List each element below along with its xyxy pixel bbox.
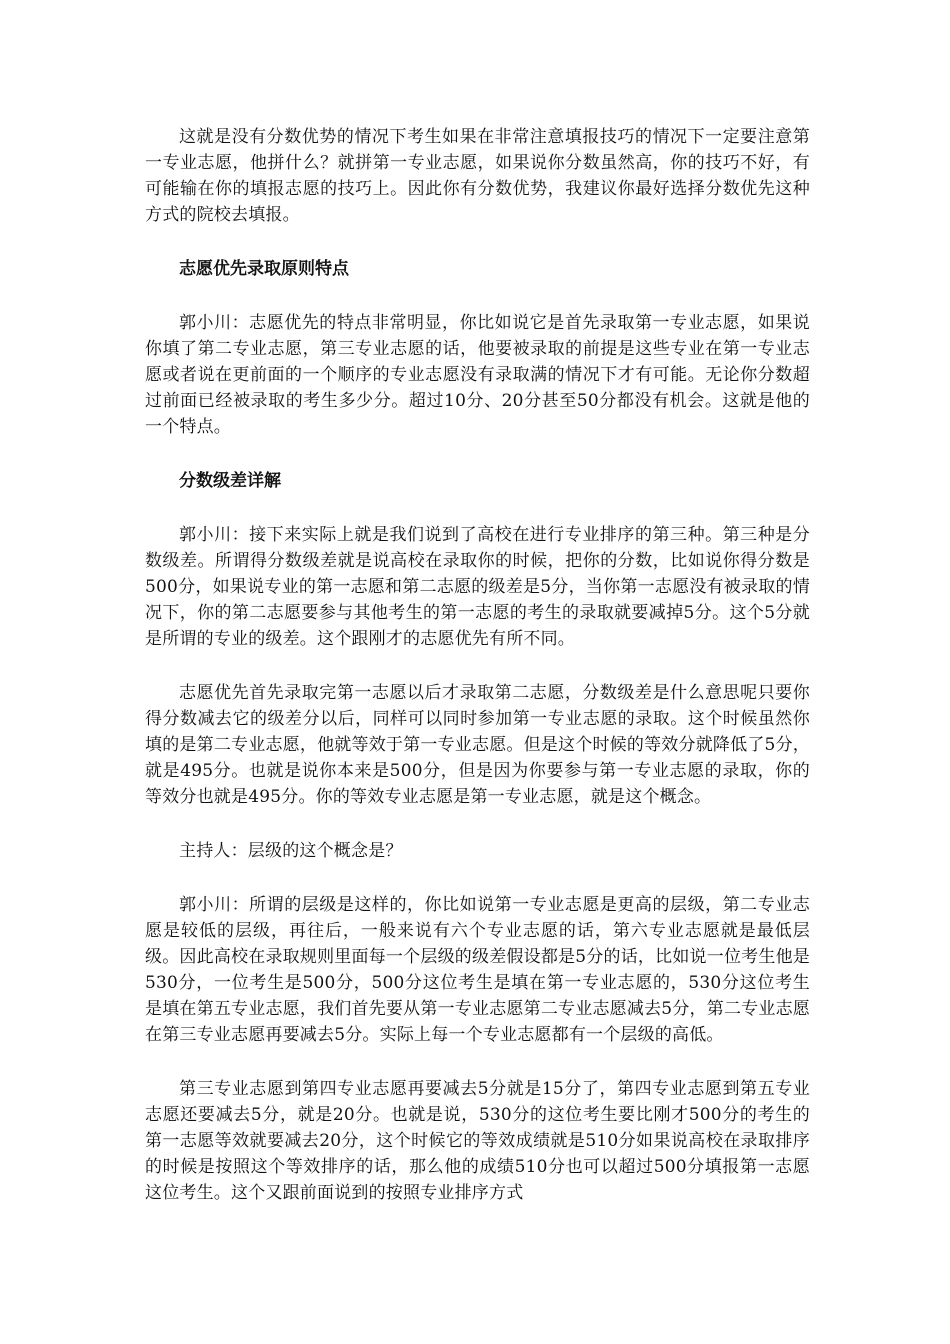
paragraph-preference-priority: 郭小川：志愿优先的特点非常明显，你比如说它是首先录取第一专业志愿，如果说你填了第二专业志愿，第三专业志愿的话，他要被录取的前提是这些专业在第一专业志愿或者说在更前面的一个顺序的专业志愿没有录取满的情况下才有可能。无论你分数超过前面已经被录取的考生多少分。超过10分、20分甚至50分都没有机会。这就是他的一个特点。 bbox=[145, 313, 810, 437]
paragraph-levels-example: 第三专业志愿到第四专业志愿再要减去5分就是15分了，第四专业志愿到第五专业志愿还要减去5分，就是20分。也就是说，530分的这位考生要比刚才500分的考生的第一志愿等效就要减去20分，这个时候它的等效成绩就是510分如果说高校在录取排序的时候是按照这个等效排序的话，那么他的成绩510分也可以超过500分填报第一志愿这位考生。这个又跟前面说到的按照专业排序方式 bbox=[145, 1079, 810, 1203]
document-page bbox=[145, 124, 810, 1206]
heading-score-gradient: 分数级差详解 bbox=[179, 471, 281, 491]
paragraph-levels-explained: 郭小川：所谓的层级是这样的，你比如说第一专业志愿是更高的层级，第二专业志愿是较低的层级，再往后，一般来说有六个专业志愿的话，第六专业志愿就是最低层级。因此高校在录取规则里面每一个层级的级差假设都是5分的话，比如说一位考生他是530分，一位考生是500分，500分这位考生是填在第一专业志愿的，530分这位考生是填在第五专业志愿，我们首先要从第一专业志愿第二专业志愿减去5分，第二专业志愿在第三专业志愿再要减去5分。实际上每一个专业志愿都有一个层级的高低。 bbox=[145, 895, 810, 1045]
paragraph-score-gradient-detail: 志愿优先首先录取完第一志愿以后才录取第二志愿，分数级差是什么意思呢只要你得分数减去它的级差分以后，同样可以同时参加第一专业志愿的录取。这个时候虽然你填的是第二专业志愿，他就等效于第一专业志愿。但是这个时候的等效分就降低了5分，就是495分。也就是说你本来是500分，但是因为你要参与第一专业志愿的录取，你的等效分也就是495分。你的等效专业志愿是第一专业志愿，就是这个概念。 bbox=[145, 683, 810, 807]
paragraph-score-advantage: 这就是没有分数优势的情况下考生如果在非常注意填报技巧的情况下一定要注意第一专业志愿，他拼什么？就拼第一专业志愿，如果说你分数虽然高，你的技巧不好，有可能输在你的填报志愿的技巧上。因此你有分数优势，我建议你最好选择分数优先这种方式的院校去填报。 bbox=[145, 127, 810, 225]
paragraph-score-gradient-intro: 郭小川：接下来实际上就是我们说到了高校在进行专业排序的第三种。第三种是分数级差。所谓得分数级差就是说高校在录取你的时候，把你的分数，比如说你得分数是500分，如果说专业的第一志愿和第二志愿的级差是5分，当你第一志愿没有被录取的情况下，你的第二志愿要参与其他考生的第一志愿的考生的录取就要减掉5分。这个5分就是所谓的专业的级差。这个跟刚才的志愿优先有所不同。 bbox=[145, 525, 810, 649]
paragraph-host-question: 主持人：层级的这个概念是？ bbox=[179, 841, 403, 861]
heading-preference-priority: 志愿优先录取原则特点 bbox=[179, 259, 349, 279]
